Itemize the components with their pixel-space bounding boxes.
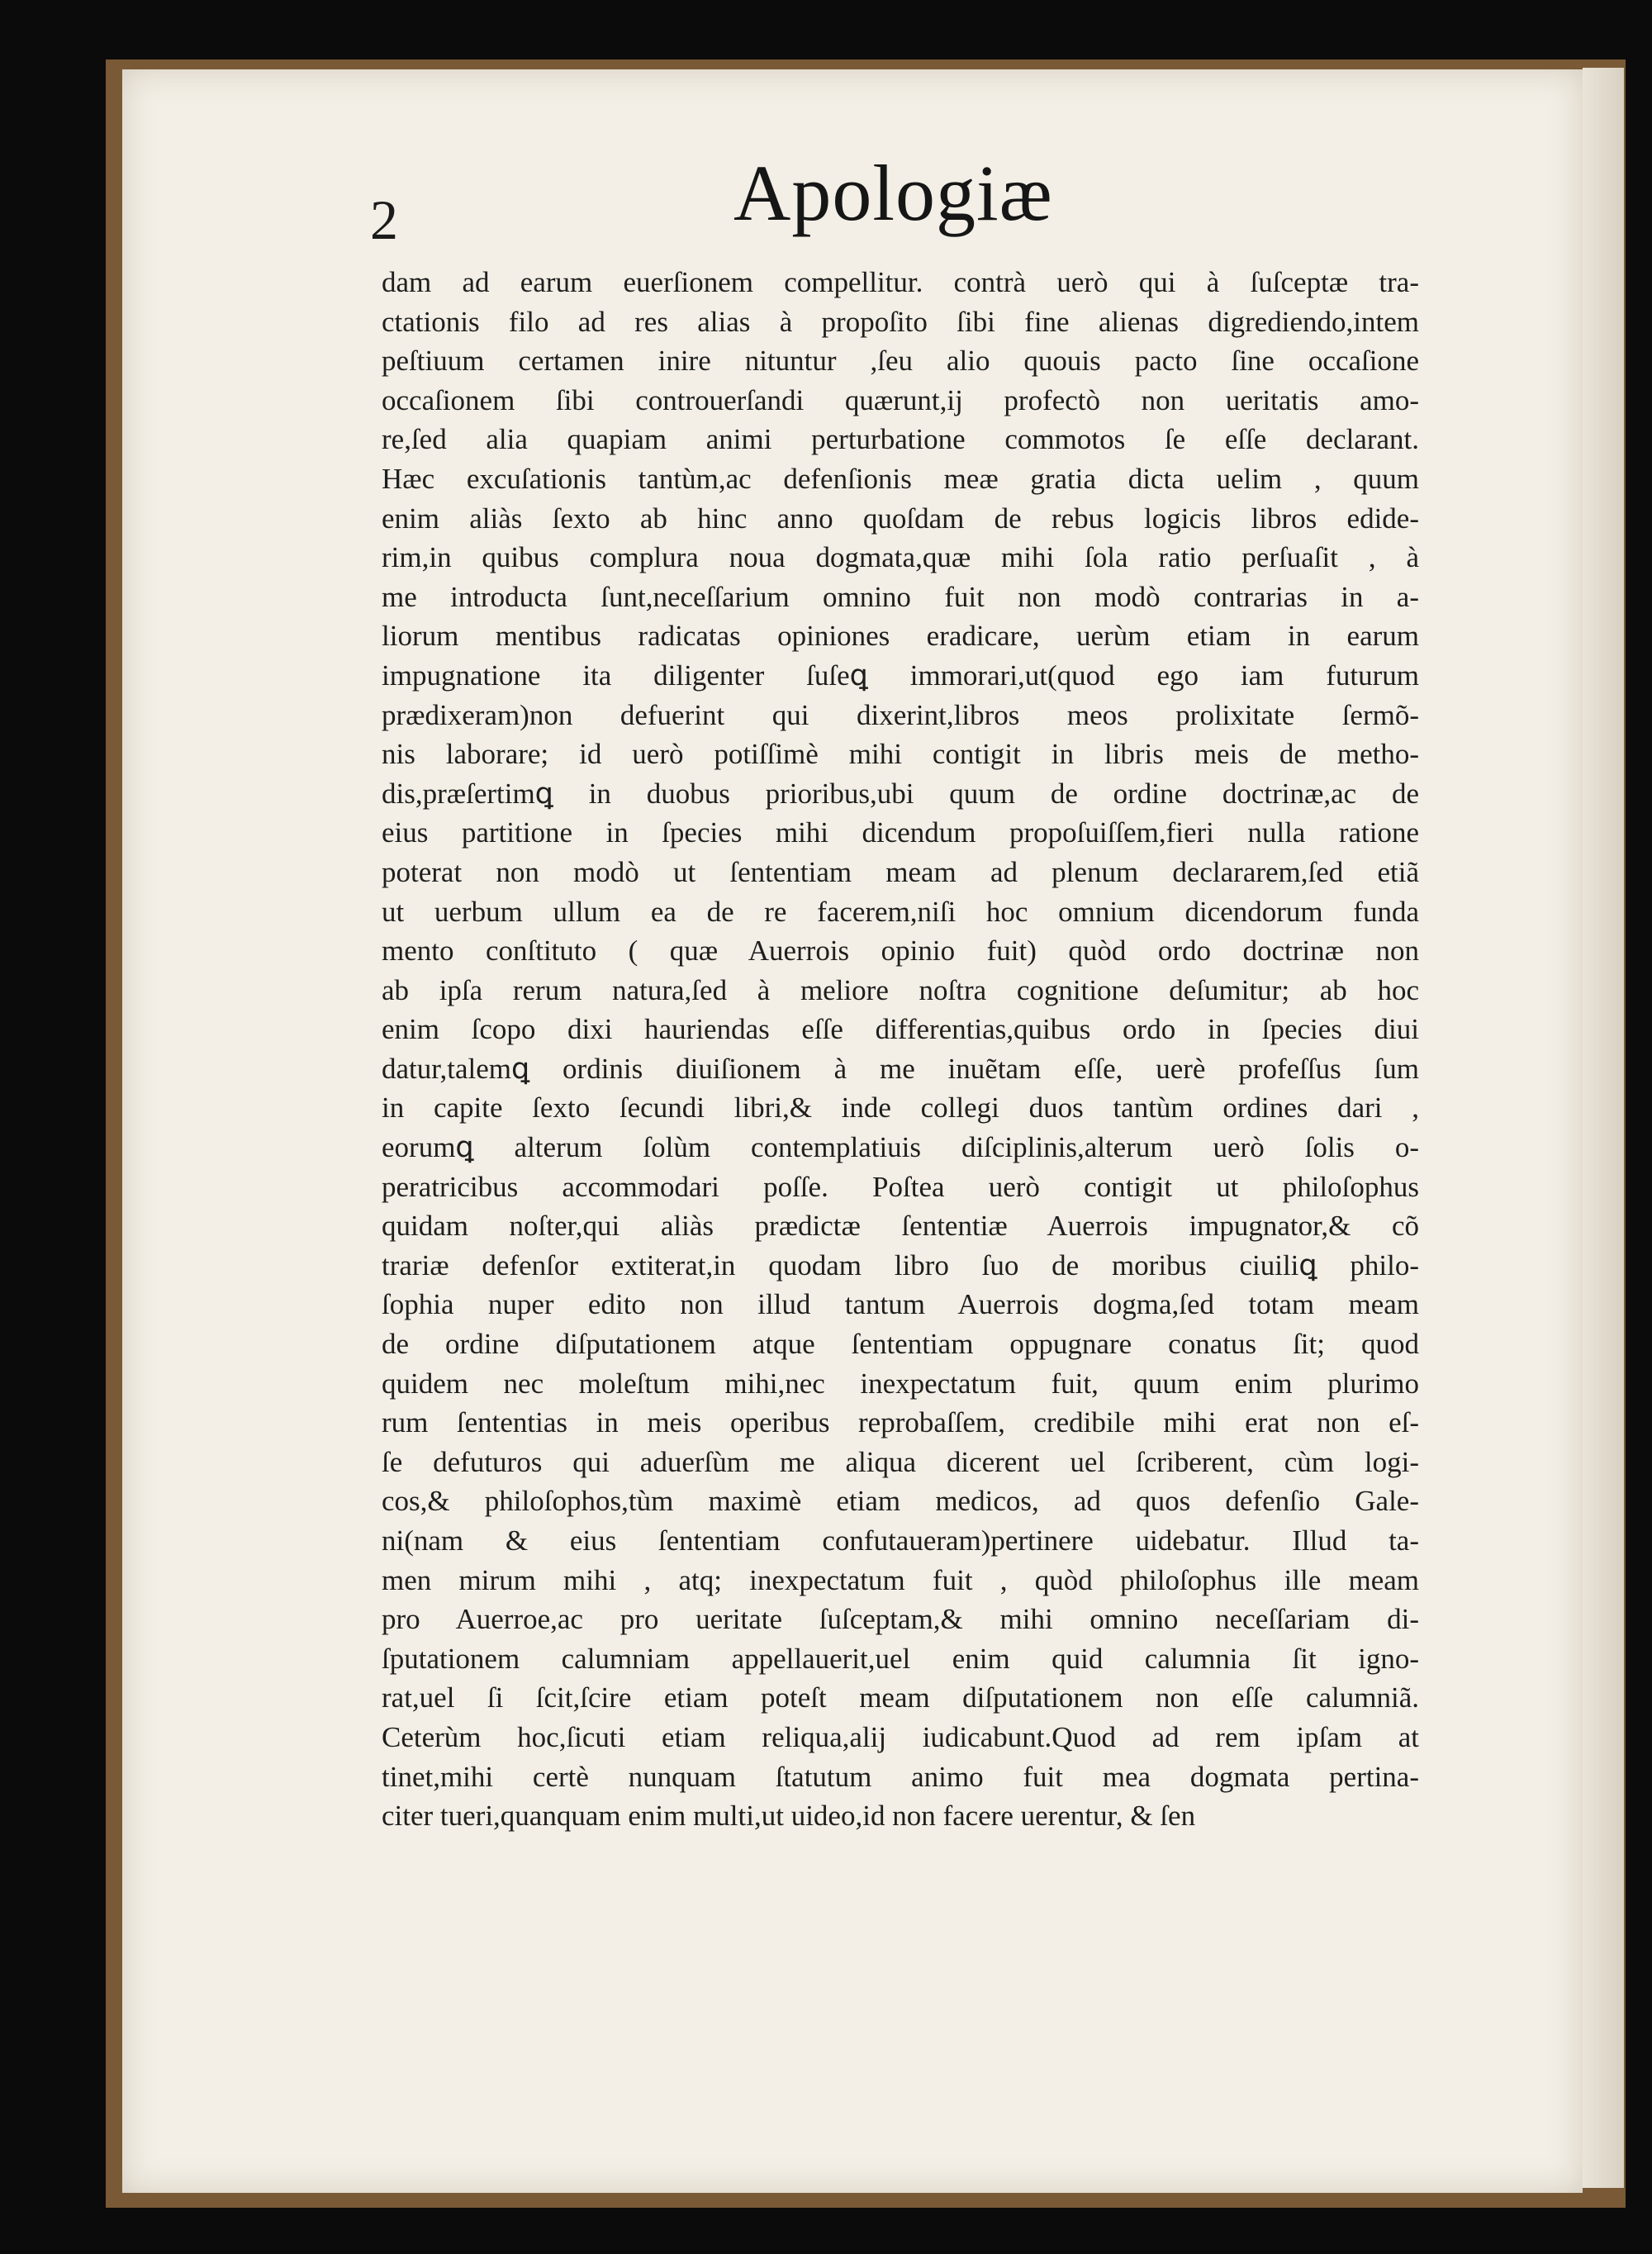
text-line: re,ſed alia quapiam animi perturbatione commotos ſe eſſe declarant. bbox=[382, 423, 1419, 456]
page-number: 2 bbox=[370, 188, 398, 251]
text-line: rum ſententias in meis operibus reprobaſſem, credibile mihi erat non eſ- bbox=[382, 1406, 1419, 1439]
text-line: quidam noſter,qui aliàs prædictæ ſententiæ Auerrois impugnator,& cõ bbox=[382, 1210, 1419, 1243]
text-line: datur,talemꝗ ordinis diuiſionem à me inuẽtam eſſe, uerè profeſſus ſum bbox=[382, 1052, 1419, 1085]
text-line: de ordine diſputationem atque ſententiam oppugnare conatus ſit; quod bbox=[382, 1328, 1419, 1361]
text-line: dam ad earum euerſionem compellitur. contrà uerò qui à ſuſceptæ tra- bbox=[382, 266, 1419, 298]
text-line: nis laborare; id uerò potiſſimè mihi contigit in libris meis de metho- bbox=[382, 738, 1419, 771]
text-line: rim,in quibus complura noua dogmata,quæ mihi ſola ratio perſuaſit , à bbox=[382, 541, 1419, 574]
text-line: peratricibus accommodari poſſe. Poſtea uerò contigit ut philoſophus bbox=[382, 1170, 1419, 1203]
text-line: impugnatione ita diligenter ſuſeꝗ immorari,ut(quod ego iam futurum bbox=[382, 659, 1419, 692]
page-header bbox=[370, 149, 1460, 251]
text-line: peſtiuum certamen inire nituntur ,ſeu alio quouis pacto ſine occaſione bbox=[382, 345, 1419, 378]
text-line: ſophia nuper edito non illud tantum Auerrois dogma,ſed totam meam bbox=[382, 1288, 1419, 1321]
text-line: liorum mentibus radicatas opiniones eradicare, uerùm etiam in earum bbox=[382, 620, 1419, 653]
text-line: ni(nam & eius ſententiam confutaueram)pertinere uidebatur. Illud ta- bbox=[382, 1524, 1419, 1557]
text-line: men mirum mihi , atq; inexpectatum fuit , quòd philoſophus ille meam bbox=[382, 1563, 1419, 1596]
running-title: Apologiæ bbox=[733, 149, 1053, 237]
text-line: eius partitione in ſpecies mihi dicendum propoſuiſſem,fieri nulla ratione bbox=[382, 816, 1419, 849]
text-line: enim ſcopo dixi hauriendas eſſe differentias,quibus ordo in ſpecies diui bbox=[382, 1013, 1419, 1046]
text-line: trariæ defenſor extiterat,in quodam libro ſuo de moribus ciuiliꝗ philo- bbox=[382, 1248, 1419, 1282]
text-line: rat,uel ſi ſcit,ſcire etiam poteſt meam diſputationem non eſſe calumniã. bbox=[382, 1681, 1419, 1714]
text-line: cos,& philoſophos,tùm maximè etiam medicos, ad quos defenſio Gale- bbox=[382, 1485, 1419, 1518]
text-line: dis,præſertimꝗ in duobus prioribus,ubi quum de ordine doctrinæ,ac de bbox=[382, 777, 1419, 810]
text-line: occaſionem ſibi controuerſandi quærunt,ij profectò non ueritatis amo- bbox=[382, 383, 1419, 416]
next-page-edge bbox=[1583, 68, 1624, 2188]
text-line: quidem nec moleſtum mihi,nec inexpectatum fuit, quum enim plurimo bbox=[382, 1367, 1419, 1400]
text-line: ctationis filo ad res alias à propoſito ſibi fine alienas digrediendo,intem bbox=[382, 305, 1419, 338]
body-text bbox=[382, 263, 1419, 1836]
text-line: prædixeram)non defuerint qui dixerint,libros meos prolixitate ſermõ- bbox=[382, 698, 1419, 731]
text-line: pro Auerroe,ac pro ueritate ſuſceptam,& mihi omnino neceſſariam di- bbox=[382, 1603, 1419, 1636]
text-line: Ceterùm hoc,ſicuti etiam reliqua,alij iudicabunt.Quod ad rem ipſam at bbox=[382, 1720, 1419, 1753]
text-line: enim aliàs ſexto ab hinc anno quoſdam de rebus logicis libros edide- bbox=[382, 502, 1419, 535]
text-line: ſputationem calumniam appellauerit,uel enim quid calumnia ſit igno- bbox=[382, 1642, 1419, 1675]
text-line: Hæc excuſationis tantùm,ac defenſionis meæ gratia dicta uelim , quum bbox=[382, 462, 1419, 495]
text-line: tinet,mihi certè nunquam ſtatutum animo fuit mea dogmata pertina- bbox=[382, 1760, 1419, 1793]
text-line: ab ipſa rerum natura,ſed à meliore noſtra cognitione deſumitur; ab hoc bbox=[382, 973, 1419, 1006]
text-line: eorumꝗ alterum ſolùm contemplatiuis diſciplinis,alterum uerò ſolis o- bbox=[382, 1131, 1419, 1164]
text-line: ut uerbum ullum ea de re facerem,niſi hoc omnium dicendorum funda bbox=[382, 895, 1419, 928]
text-line: citer tueri,quanquam enim multi,ut uideo,id non facere uerentur, & ſen bbox=[382, 1800, 1196, 1833]
text-line: in capite ſexto ſecundi libri,& inde collegi duos tantùm ordines dari , bbox=[382, 1091, 1419, 1125]
text-line: me introducta ſunt,neceſſarium omnino fuit non modò contrarias in a- bbox=[382, 580, 1419, 613]
text-line: ſe defuturos qui aduerſùm me aliqua dicerent uel ſcriberent, cùm logi- bbox=[382, 1445, 1419, 1478]
text-line: poterat non modò ut ſententiam meam ad plenum declararem,ſed etiã bbox=[382, 855, 1419, 888]
text-line: mento conſtituto ( quæ Auerrois opinio fuit) quòd ordo doctrinæ non bbox=[382, 934, 1419, 968]
